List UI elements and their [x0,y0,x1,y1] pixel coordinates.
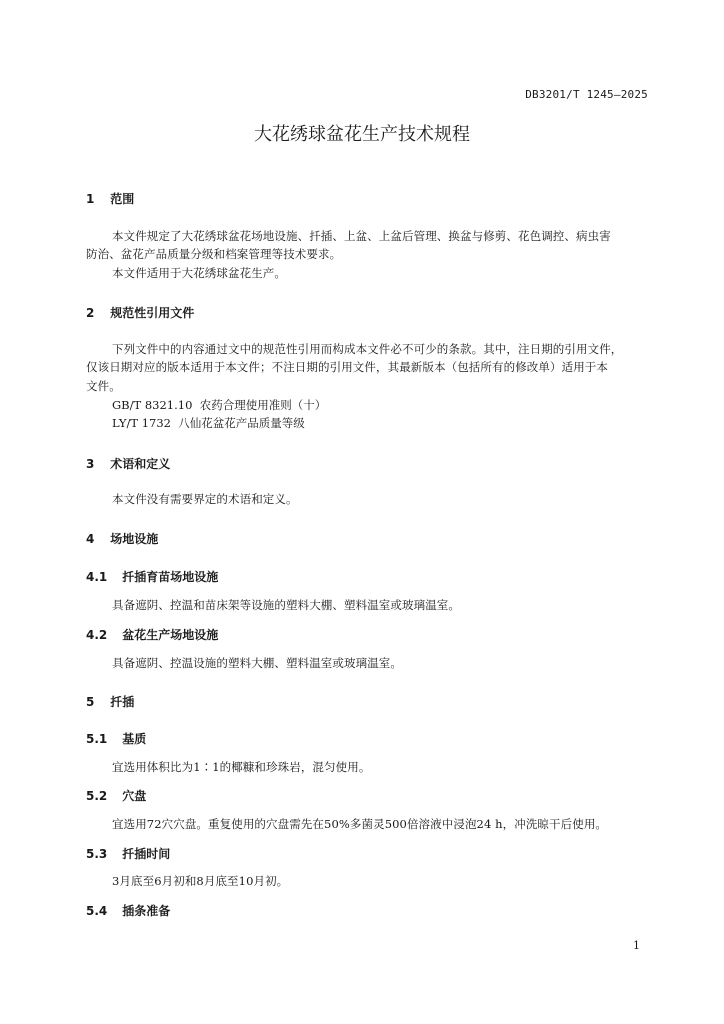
subsection-title: 插条准备 [122,904,171,918]
paragraph: 本文件规定了大花绣球盆花场地设施、扦插、上盆、上盆后管理、换盆与修剪、花色调控、病虫害 [112,229,611,243]
section-number: 2 [86,306,95,320]
subsection-number: 5.3 [86,847,108,861]
subsection-title: 扦插时间 [122,847,171,861]
section-heading-5 [86,693,134,710]
subsection-title: 扦插育苗场地设施 [122,570,219,584]
paragraph: 下列文件中的内容通过文中的规范性引用而构成本文件必不可少的条款。其中，注日期的引用文件， [112,342,623,356]
document-id: DB3201/T 1245—2025 [525,88,648,101]
reference-code: LY/T 1732 [112,416,171,430]
section-number: 1 [86,192,95,206]
paragraph: 防治、盆花产品质量分级和档案管理等技术要求。 [86,247,342,261]
section-title: 术语和定义 [110,457,171,471]
subsection-title: 穴盘 [122,789,147,803]
section-number: 5 [86,695,95,709]
paragraph: 仅该日期对应的版本适用于本文件；不注日期的引用文件，其最新版本（包括所有的修改单）适用于本 [86,360,608,374]
section-number: 4 [86,532,95,546]
subsection-heading-5-3 [86,845,170,862]
paragraph: 具备遮阴、控温和苗床架等设施的塑料大棚、塑料温室或玻璃温室。 [112,598,460,612]
subsection-number: 5.1 [86,732,108,746]
subsection-heading-5-1 [86,730,146,747]
section-title: 规范性引用文件 [110,306,195,320]
paragraph: 具备遮阴、控温设施的塑料大棚、塑料温室或玻璃温室。 [112,656,402,670]
subsection-heading-5-4 [86,902,170,919]
section-number: 3 [86,457,95,471]
paragraph: 本文件没有需要界定的术语和定义。 [112,492,298,506]
section-heading-2 [86,304,194,321]
paragraph: 宜选用72穴穴盘。重复使用的穴盘需先在50%多菌灵500倍溶液中浸泡24 h，冲洗晾干后使用。 [112,817,608,831]
subsection-number: 4.2 [86,628,108,642]
paragraph: 宜选用体积比为1∶1的椰糠和珍珠岩，混匀使用。 [112,760,371,774]
paragraph: 3月底至6月初和8月底至10月初。 [112,874,289,888]
subsection-title: 基质 [122,732,147,746]
subsection-title: 盆花生产场地设施 [122,628,219,642]
section-title: 扦插 [110,695,135,709]
reference-name: 农药合理使用准则（十） [199,398,327,412]
page-title: 大花绣球盆花生产技术规程 [254,124,470,145]
reference-code: GB/T 8321.10 [112,398,193,412]
section-title: 范围 [110,192,135,206]
subsection-heading-4-2 [86,626,218,643]
subsection-number: 4.1 [86,570,108,584]
subsection-number: 5.2 [86,789,108,803]
page-number: 1 [633,939,640,952]
subsection-number: 5.4 [86,904,108,918]
subsection-heading-5-2 [86,787,146,804]
reference-item [112,415,305,431]
reference-item [112,397,326,413]
reference-name: 八仙花盆花产品质量等级 [178,416,305,430]
subsection-heading-4-1 [86,568,218,585]
paragraph: 文件。 [86,379,121,393]
section-heading-3 [86,455,170,472]
section-heading-4 [86,530,158,547]
section-heading-1 [86,190,134,207]
section-title: 场地设施 [110,532,159,546]
paragraph: 本文件适用于大花绣球盆花生产。 [112,266,286,280]
